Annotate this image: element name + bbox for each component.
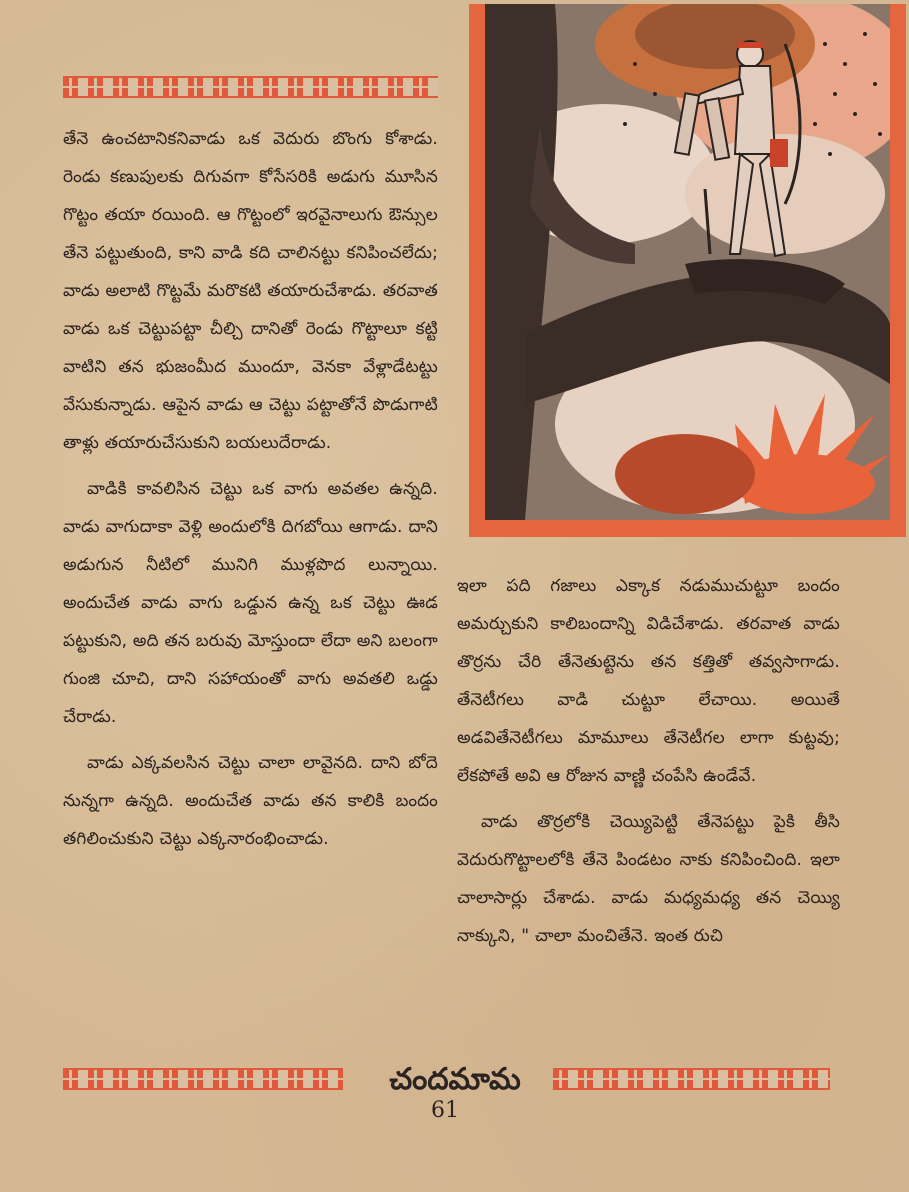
left-text-column <box>63 120 438 866</box>
paragraph-left-1: తేనె ఉంచటానికనివాడు ఒక వెదురు బొంగు కోశాడు. రెండు కణుపులకు దిగువగా కోసేసరికి అడుగు మూసిన గొట్టం తయా రయింది. ఆ గొట్టంలో ఇరవైనాలుగు ఔన్సుల తేనె పట్టుతుంది, కాని వాడి కది చాలినట్టు కనిపించలేదు; వాడు అలాటి గొట్టమే మరొకటి తయారుచేశాడు. తరవాత వాడు ఒక చెట్టుపట్టా చీల్చి దానితో రెండు గొట్టాలూ కట్టి వాటిని తన భుజంమీద ముందూ, వెనకా వేళ్లాడేటట్టు వేసుకున్నాడు. ఆపైన వాడు ఆ చెట్టు పట్టాతోనే పొడుగాటి తాళ్లు తయారుచేసుకుని బయలుదేరాడు. <box>63 129 438 453</box>
illustration-honey-collector <box>485 4 890 520</box>
top-decorative-border <box>63 76 438 98</box>
illustration-svg <box>485 4 890 520</box>
bottom-right-decorative-border <box>553 1068 830 1090</box>
illustration-frame <box>469 4 906 537</box>
page-number: 61 <box>431 1098 459 1123</box>
right-text-column <box>457 567 840 963</box>
paragraph-right-2: వాడు తొర్రలోకి చెయ్యిపెట్టి తేనెపట్టు పైకి తీసి వెదురుగొట్టాలలోకి తేనె పిండటం నాకు కనిపించింది. ఇలా చాలాసార్లు చేశాడు. వాడు మధ్యమధ్య తన చెయ్యి నాక్కుని, " చాలా మంచితేనె. ఇంత రుచి <box>457 812 840 946</box>
paragraph-left-3: వాడు ఎక్కవలసిన చెట్టు చాలా లావైనది. దాని బోదె నున్నగా ఉన్నది. అందుచేత వాడు తన కాలికి బందం తగిలించుకుని చెట్టు ఎక్కనారంభించాడు. <box>63 753 438 849</box>
paragraph-right-1: ఇలా పది గజాలు ఎక్కాక నడుముచుట్టూ బందం అమర్చుకుని కాలిబందాన్ని విడిచేశాడు. తరవాత వాడు తొర్రను చేరి తేనెతుట్టెను తన కత్తితో తవ్వసాగాడు. తేనెటీగలు వాడి చుట్టూ లేచాయి. అయితే అడవితేనెటీగలు మామూలు తేనెటీగల లాగా కుట్టవు; లేకపోతే అవి ఆ రోజున వాణ్ణి చంపేసి ఉండేవే. <box>457 576 840 786</box>
bottom-left-decorative-border <box>63 1068 343 1090</box>
magazine-title: చందమామ <box>389 1062 521 1097</box>
paragraph-left-2: వాడికి కావలిసిన చెట్టు ఒక వాగు అవతల ఉన్నది. వాడు వాగుదాకా వెళ్లి అందులోకి దిగబోయి ఆగాడు. దాని అడుగున నీటిలో మునిగి ముళ్లపొద లున్నాయి. అందుచేత వాడు వాగు ఒడ్డున ఉన్న ఒక చెట్టు ఊడ పట్టుకుని, అది తన బరువు మోస్తుందా లేదా అని బలంగా గుంజి చూచి, దాని సహాయంతో వాగు అవతలి ఒడ్డు చేరాడు. <box>63 479 438 727</box>
